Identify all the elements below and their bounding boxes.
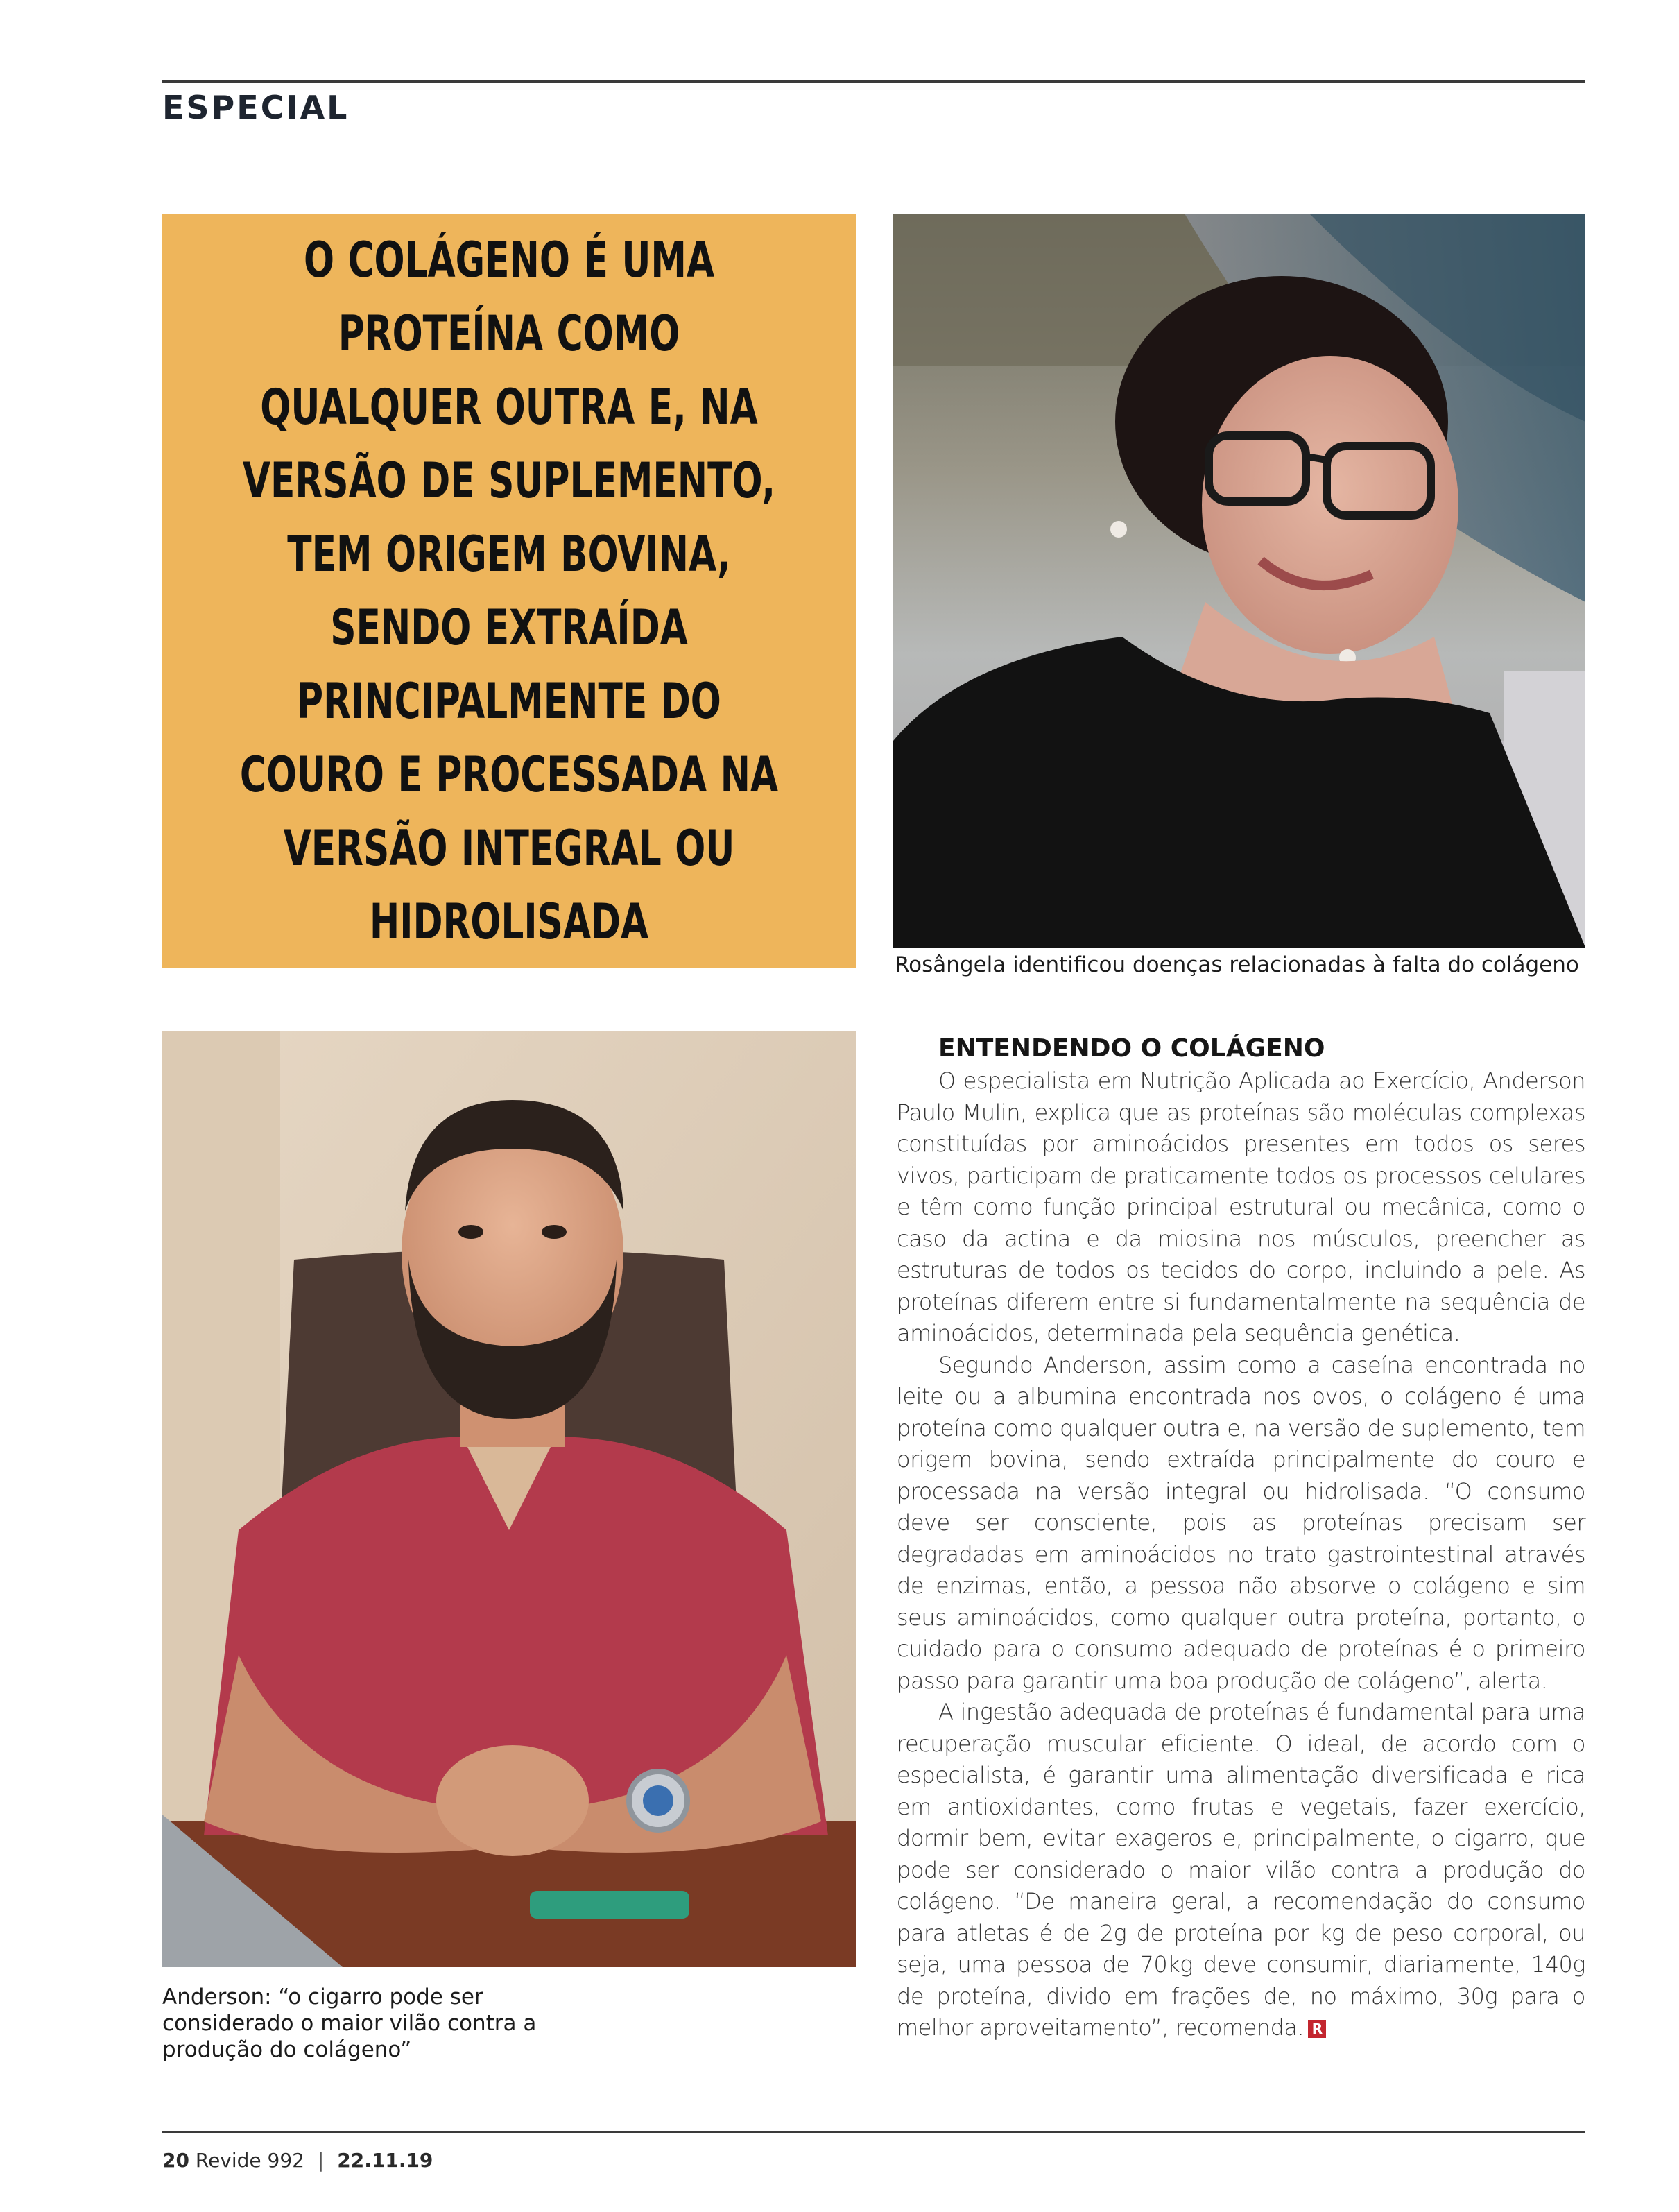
issue-date: 22.11.19 bbox=[337, 2149, 433, 2172]
bottom-rule bbox=[162, 2131, 1585, 2133]
footer-separator: | bbox=[317, 2149, 325, 2172]
top-rule bbox=[162, 80, 1585, 83]
pullquote-text: O COLÁGENO É UMA PROTEÍNA COMO QUALQUER OUTRA E, NA VERSÃO DE SUPLEMENTO, TEM ORIGEM BOVINA, SENDO EXTRAÍDA PRINCIPALMENTE DO COURO E PROCESSADA NA VERSÃO INTEGRAL OU HIDROLISADA bbox=[239, 232, 779, 950]
article-paragraph-3 bbox=[897, 1697, 1585, 2044]
article bbox=[897, 1034, 1585, 2044]
article-paragraph-2: Segundo Anderson, assim como a caseína encontrada no leite ou a albumina encontrada nos ovos, o colágeno é uma proteína como qualquer outra e, na versão de suplemento, tem origem bovina, sendo extraída principalmente do couro e processada na versão integral ou hidrolisada. “O consumo deve ser consciente, pois as proteínas precisam ser degradadas em aminoácidos no trato gastrointestinal através de enzimas, então, a pessoa não absorve o colágeno e sim seus aminoácidos, como qualquer outra proteína, portanto, o cuidado para o consumo adequado de proteínas é o primeiro passo para garantir uma boa produção de colágeno”, alerta. bbox=[897, 1351, 1585, 1694]
caption-rosangela: Rosângela identificou doenças relacionadas à falta do colágeno bbox=[895, 952, 1579, 977]
publication-name: Revide 992 bbox=[195, 2149, 304, 2172]
footer bbox=[162, 2149, 433, 2172]
article-paragraph-1: O especialista em Nutrição Aplicada ao Exercício, Anderson Paulo Mulin, explica que as proteínas são moléculas complexas constituídas por aminoácidos presentes em todos os seres vivos, participam de praticamente todos os processos celulares e têm como função principal estrutural ou mecânica, como o caso da actina e da miosina nos músculos, preencher as estruturas de todos os tecidos do corpo, incluindo a pele. As proteínas diferem entre si fundamentalmente na sequência de aminoácidos, determinada pela sequência genética. bbox=[897, 1068, 1585, 1346]
page-number: 20 bbox=[162, 2149, 189, 2172]
end-mark-icon: R bbox=[1308, 2020, 1326, 2038]
pullquote-box bbox=[162, 214, 856, 968]
photo-anderson bbox=[162, 1031, 856, 1967]
caption-anderson: Anderson: “o cigarro pode ser considerado o maior vilão contra a produção do colágeno” bbox=[162, 1984, 537, 2062]
section-title: ESPECIAL bbox=[162, 89, 350, 126]
article-paragraph-3-text: A ingestão adequada de proteínas é fundamental para uma recuperação muscular eficiente. O ideal, de acordo com o especialista, é garantir uma alimentação diversificada e rica em antioxidantes, como frutas e vegetais, fazer exercício, dormir bem, evitar exageros e, principalmente, o cigarro, que pode ser considerado o maior vilão contra a produção do colágeno. “De maneira geral, a recomendação do consumo para atletas é de 2g de proteína por kg de peso corporal, ou seja, uma pessoa de 70kg deve consumir, diariamente, 140g de proteína, divido em frações de, no máximo, 30g para o melhor aproveitamento”, recomenda. bbox=[897, 1699, 1585, 2041]
photo-rosangela bbox=[893, 214, 1585, 948]
article-heading: ENTENDENDO O COLÁGENO bbox=[938, 1034, 1325, 1063]
